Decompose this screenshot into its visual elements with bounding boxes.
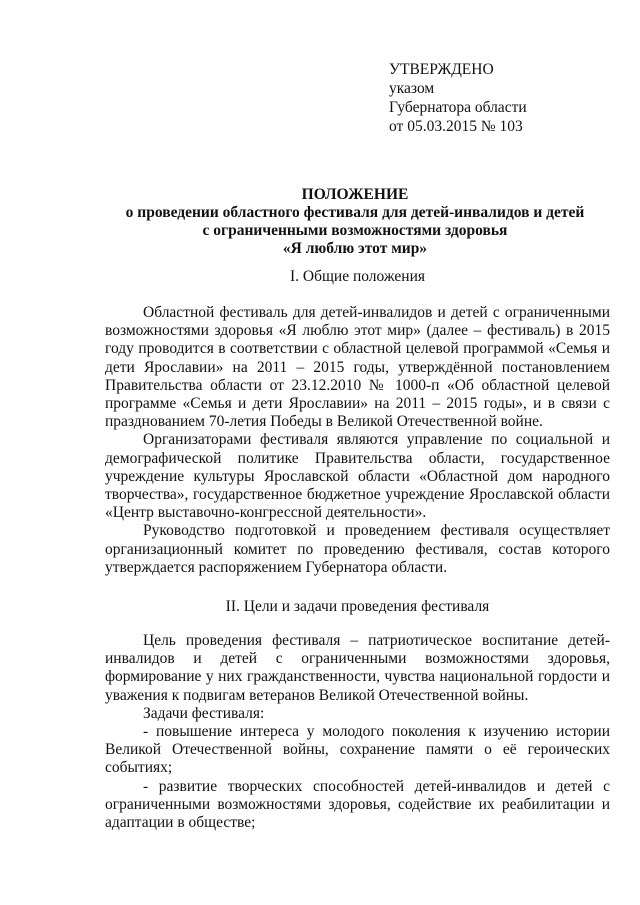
title-line: о проведении областного фестиваля для детей-инвалидов и детей (125, 204, 585, 221)
approval-line: УТВЕРЖДЕНО (389, 61, 494, 78)
section-heading: I. Общие положения (289, 268, 426, 285)
title-line: с ограниченными возможностями здоровья (202, 222, 508, 239)
section-body (105, 632, 610, 832)
title-line: «Я люблю этот мир» (282, 240, 428, 257)
title-line: ПОЛОЖЕНИЕ (301, 186, 409, 203)
paragraph: Организаторами фестиваля являются управление по социальной и демографической политике Правительства области, государственное учреждение культуры Ярославской области «Областной дом народного творчества», государственное бюджетное учреждение Ярославской области «Центр выставочно-конгрессной деятельности». (105, 431, 610, 522)
paragraph: Областной фестиваль для детей-инвалидов и детей с ограниченными возможностями здоровья «Я люблю этот мир» (далее – фестиваль) в 2015 году проводится в соответствии с областной целевой программой «Семья и дети Ярославии» на 2011 – 2015 годы, утверждённой постановлением Правительства области от 23.12.2010 № 1000-п «Об областной целевой программе «Семья и дети Ярославии» на 2011 – 2015 годы», и в связи с празднованием 70-летия Победы в Великой Отечественной войне. (105, 304, 610, 431)
paragraph: Цель проведения фестиваля – патриотическое воспитание детей-инвалидов и детей с ограниченными возможностями здоровья, формирование у них гражданственности, чувства национальной гордости и уважения к подвигам ветеранов Великой Отечественной войны. (105, 632, 610, 704)
section-body (105, 304, 610, 577)
paragraph: Руководство подготовкой и проведением фестиваля осуществляет организационный комитет по проведению фестиваля, состав которого утверждается распоряжением Губернатора области. (105, 522, 610, 576)
section-heading: II. Цели и задачи проведения фестиваля (225, 598, 490, 615)
document-title (100, 186, 610, 258)
approval-line: указом (389, 80, 435, 97)
approval-stamp (389, 60, 527, 136)
approval-line: Губернатора области (389, 99, 527, 116)
approval-date-line: от 05.03.2015 № 103 (389, 118, 523, 135)
paragraph: - развитие творческих способностей детей-инвалидов и детей с ограниченными возможностями здоровья, содействие их реабилитации и адаптации в обществе; (105, 777, 610, 832)
paragraph: - повышение интереса у молодого поколения к изучению истории Великой Отечественной войны, сохранение памяти о её героических событиях; (105, 723, 610, 777)
paragraph: Задачи фестиваля: (143, 704, 265, 722)
